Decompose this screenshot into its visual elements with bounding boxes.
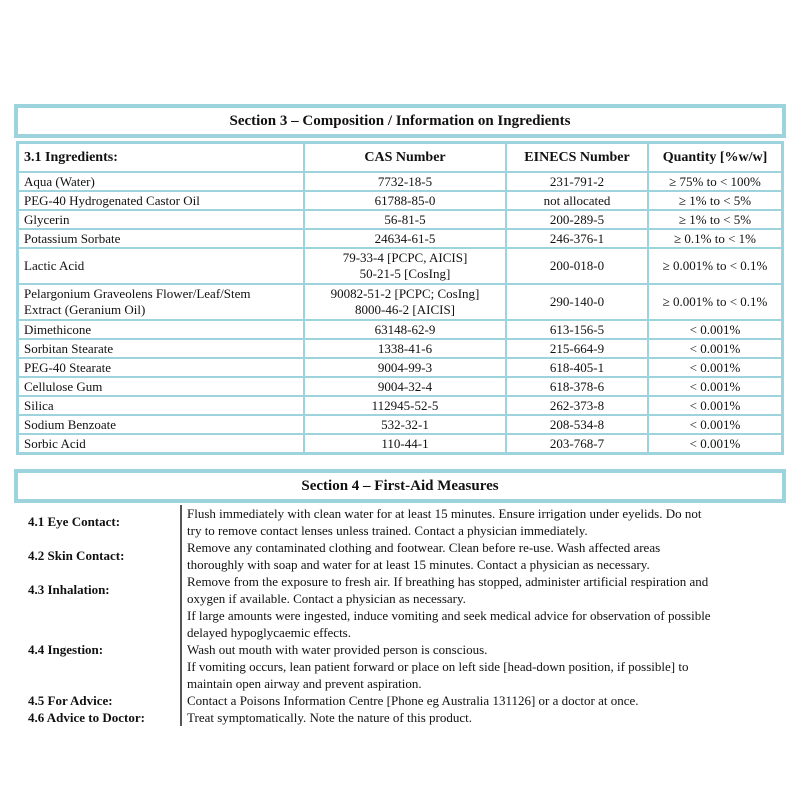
table-row [18, 396, 783, 415]
table-row [18, 229, 783, 248]
table-row [18, 191, 783, 210]
first-aid-text [180, 505, 782, 539]
einecs-number: 203-768-7 [506, 434, 648, 454]
ingredient-name: Lactic Acid [18, 248, 305, 284]
einecs-number: 200-289-5 [506, 210, 648, 229]
header-cas: CAS Number [304, 143, 506, 173]
quantity: < 0.001% [648, 320, 783, 339]
first-aid-line: Remove from the exposure to fresh air. If breathing has stopped, administer artificial respiration and [187, 574, 709, 589]
cas-number: 112945-52-5 [304, 396, 506, 415]
ingredient-name: PEG-40 Stearate [18, 358, 305, 377]
einecs-number: 618-378-6 [506, 377, 648, 396]
einecs-number: 290-140-0 [506, 284, 648, 320]
cas-number-line: 79-33-4 [PCPC, AICIS] [342, 250, 468, 265]
table-row [18, 434, 783, 454]
cas-number: 1338-41-6 [304, 339, 506, 358]
quantity: ≥ 0.1% to < 1% [648, 229, 783, 248]
quantity: < 0.001% [648, 434, 783, 454]
first-aid-label: 4.4 Ingestion: [28, 641, 104, 657]
header-quantity: Quantity [%w/w] [648, 143, 783, 173]
cas-number: 61788-85-0 [304, 191, 506, 210]
quantity: ≥ 0.001% to < 0.1% [648, 284, 783, 320]
section-3-header [14, 104, 786, 138]
einecs-number: 208-534-8 [506, 415, 648, 434]
first-aid-label: 4.3 Inhalation: [28, 582, 110, 597]
first-aid-line: If large amounts were ingested, induce vomiting and seek medical advice for observation of possible [187, 608, 711, 623]
quantity: ≥ 0.001% to < 0.1% [648, 248, 783, 284]
cas-number [304, 248, 506, 284]
first-aid-line: delayed hypoglycaemic effects. [187, 625, 351, 640]
first-aid-text [180, 692, 782, 709]
cas-number-line: 90082-51-2 [PCPC; CosIng] [330, 286, 480, 301]
quantity: ≥ 75% to < 100% [648, 172, 783, 191]
first-aid-label: 4.6 Advice to Doctor: [28, 709, 145, 725]
first-aid-line: try to remove contact lenses unless trained. Contact a physician immediately. [187, 523, 588, 538]
cas-number: 56-81-5 [304, 210, 506, 229]
first-aid-line: If vomiting occurs, lean patient forward or place on left side [head-down position, if possible] to [187, 659, 689, 674]
ingredient-name: Cellulose Gum [18, 377, 305, 396]
cas-number [304, 284, 506, 320]
first-aid-text [180, 709, 782, 726]
section-4-header [14, 469, 786, 503]
first-aid-text [180, 539, 782, 573]
section-3-title: Section 3 – Composition / Information on Ingredients [18, 108, 782, 134]
first-aid-item [22, 573, 782, 607]
first-aid-item [22, 692, 782, 709]
cas-number: 9004-99-3 [304, 358, 506, 377]
ingredient-name-line: Pelargonium Graveolens Flower/Leaf/Stem [24, 286, 251, 301]
ingredient-name: Sodium Benzoate [18, 415, 305, 434]
first-aid-line: Wash out mouth with water provided person is conscious. [187, 642, 488, 657]
ingredient-name-line: Extract (Geranium Oil) [24, 302, 146, 317]
table-row [18, 358, 783, 377]
ingredient-name: Dimethicone [18, 320, 305, 339]
table-row [18, 172, 783, 191]
first-aid-list [22, 505, 782, 726]
quantity: ≥ 1% to < 5% [648, 210, 783, 229]
quantity: < 0.001% [648, 415, 783, 434]
quantity: < 0.001% [648, 377, 783, 396]
quantity: < 0.001% [648, 358, 783, 377]
einecs-number: 618-405-1 [506, 358, 648, 377]
first-aid-line: Flush immediately with clean water for at least 15 minutes. Ensure irrigation under eyelids. Do not [187, 506, 702, 521]
einecs-number: not allocated [506, 191, 648, 210]
einecs-number: 262-373-8 [506, 396, 648, 415]
cas-number: 9004-32-4 [304, 377, 506, 396]
ingredient-name: PEG-40 Hydrogenated Castor Oil [18, 191, 305, 210]
first-aid-label: 4.1 Eye Contact: [28, 514, 121, 529]
cas-number: 110-44-1 [304, 434, 506, 454]
table-row [18, 339, 783, 358]
table-row [18, 415, 783, 434]
quantity: ≥ 1% to < 5% [648, 191, 783, 210]
first-aid-text [180, 607, 782, 692]
first-aid-item [22, 505, 782, 539]
cas-number: 532-32-1 [304, 415, 506, 434]
first-aid-label: 4.5 For Advice: [28, 692, 113, 708]
table-row [18, 377, 783, 396]
table-header-row [18, 143, 783, 173]
cas-number: 24634-61-5 [304, 229, 506, 248]
einecs-number: 246-376-1 [506, 229, 648, 248]
cas-number: 63148-62-9 [304, 320, 506, 339]
cas-number-line: 50-21-5 [CosIng] [359, 266, 451, 281]
table-row [18, 320, 783, 339]
first-aid-text [180, 573, 782, 607]
first-aid-item [22, 607, 782, 692]
ingredient-name [18, 284, 305, 320]
cas-number: 7732-18-5 [304, 172, 506, 191]
first-aid-line: thoroughly with soap and water for at least 15 minutes. Contact a physician as necessary. [187, 557, 650, 572]
ingredient-name: Silica [18, 396, 305, 415]
table-row [18, 284, 783, 320]
table-row [18, 210, 783, 229]
first-aid-line: oxygen if available. Contact a physician as necessary. [187, 591, 466, 606]
first-aid-line: Treat symptomatically. Note the nature of this product. [187, 710, 472, 725]
ingredient-name: Potassium Sorbate [18, 229, 305, 248]
section-4-title: Section 4 – First-Aid Measures [18, 473, 782, 499]
quantity: < 0.001% [648, 396, 783, 415]
ingredients-table [16, 141, 784, 455]
table-row [18, 248, 783, 284]
ingredient-name: Sorbic Acid [18, 434, 305, 454]
einecs-number: 215-664-9 [506, 339, 648, 358]
ingredient-name: Sorbitan Stearate [18, 339, 305, 358]
first-aid-line: Remove any contaminated clothing and footwear. Clean before re-use. Wash affected areas [187, 540, 661, 555]
ingredient-name: Aqua (Water) [18, 172, 305, 191]
first-aid-line: maintain open airway and prevent aspiration. [187, 676, 422, 691]
cas-number-line: 8000-46-2 [AICIS] [354, 302, 455, 317]
ingredient-name: Glycerin [18, 210, 305, 229]
first-aid-item [22, 539, 782, 573]
einecs-number: 613-156-5 [506, 320, 648, 339]
first-aid-item [22, 709, 782, 726]
header-ingredients: 3.1 Ingredients: [18, 143, 305, 173]
einecs-number: 200-018-0 [506, 248, 648, 284]
first-aid-line: Contact a Poisons Information Centre [Phone eg Australia 131126] or a doctor at once. [187, 693, 639, 708]
quantity: < 0.001% [648, 339, 783, 358]
header-einecs: EINECS Number [506, 143, 648, 173]
einecs-number: 231-791-2 [506, 172, 648, 191]
first-aid-label: 4.2 Skin Contact: [28, 548, 125, 563]
